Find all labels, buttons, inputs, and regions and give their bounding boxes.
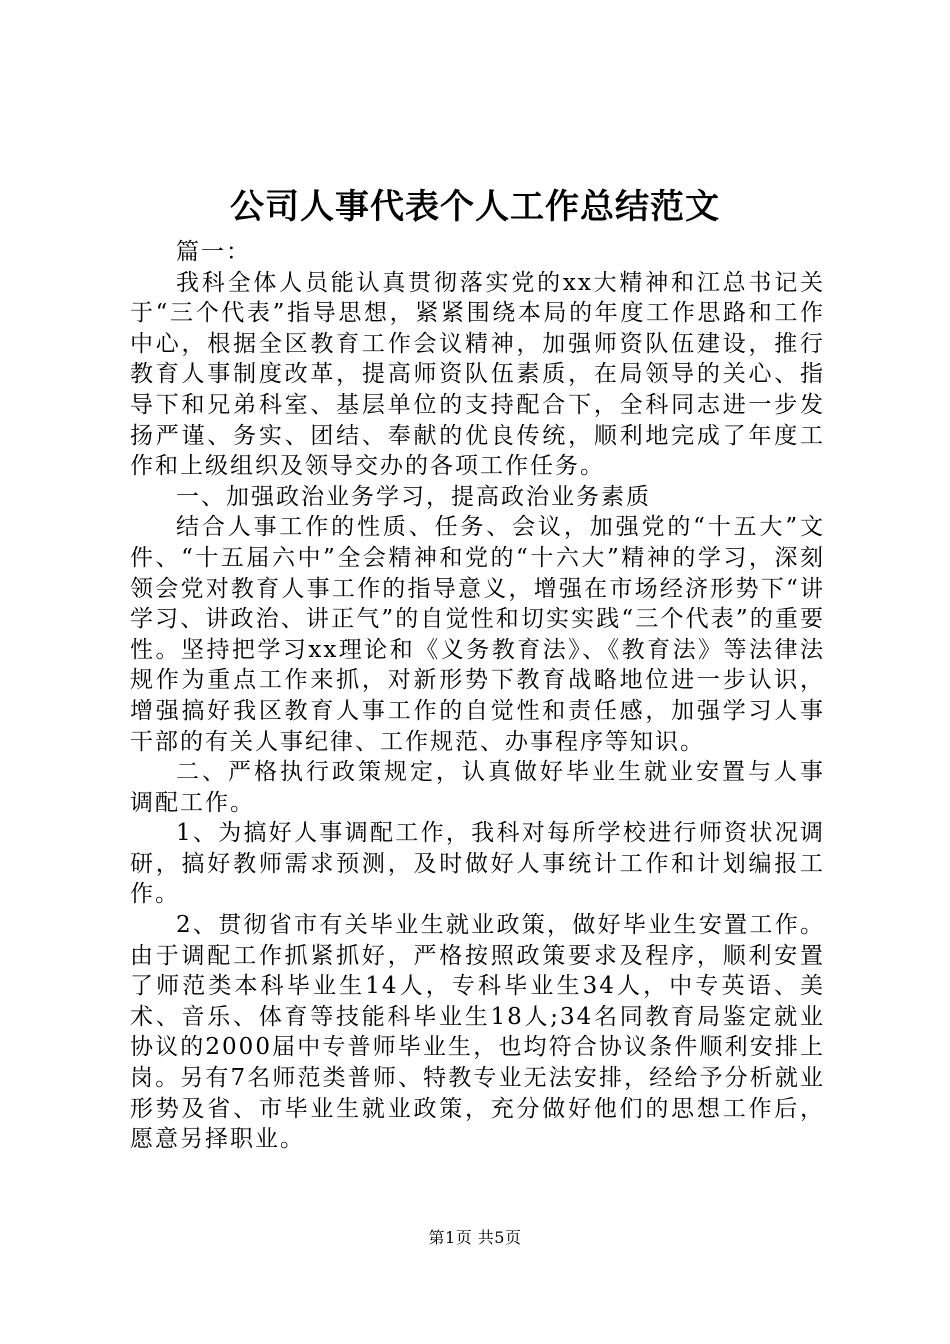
heading-section-1: 一、加强政治业务学习，提高政治业务素质: [176, 483, 651, 510]
document-title: 公司人事代表个人工作总结范文: [230, 187, 720, 227]
paragraph-section-label: 篇一：: [176, 239, 251, 265]
heading-section-2: 二、严格执行政策规定，认真做好毕业生就业安置与人事调配工作。: [130, 759, 825, 816]
paragraph-intro: 我科全体人员能认真贯彻落实党的xx大精神和江总书记关于“三个代表”指导思想，紧紧围绕本局的年度工作思路和工作中心，根据全区教育工作会议精神，加强师资队伍建设，推行教育人事制度改革，提高师资队伍素质，在局领导的关心、指导下和兄弟科室、基层单位的支持配合下，全科同志进一步发扬严谨、务实、团结、奉献的优良传统，顺利地完成了年度工作和上级组织及领导交办的各项工作任务。: [130, 269, 825, 480]
paragraph-section-1: 结合人事工作的性质、任务、会议，加强党的“十五大”文件、“十五届六中”全会精神和党的“十六大”精神的学习，深刻领会党对教育人事工作的指导意义，增强在市场经济形势下“讲学习、讲政治、讲正气”的自觉性和切实实践“三个代表”的重要性。坚持把学习xx理论和《义务教育法》、《教育法》等法律法规作为重点工作来抓，对新形势下教育战略地位进一步认识，增强搞好我区教育人事工作的自觉性和责任感，加强学习人事干部的有关人事纪律、工作规范、办事程序等知识。: [130, 514, 825, 755]
paragraph-item-2: 2、贯彻省市有关毕业生就业政策，做好毕业生安置工作。由于调配工作抓紧抓好，严格按照政策要求及程序，顺利安置了师范类本科毕业生14人，专科毕业生34人，中专英语、美术、音乐、体育等技能科毕业生18人;34名同教育局鉴定就业协议的2000届中专普师毕业生，也均符合协议条件顺利安排上岗。另有7名师范类普师、特教专业无法安排，经给予分析就业形势及省、市毕业生就业政策，充分做好他们的思想工作后，愿意另择职业。: [130, 912, 825, 1153]
paragraph-item-1: 1、为搞好人事调配工作，我科对每所学校进行师资状况调研，搞好教师需求预测，及时做好人事统计工作和计划编报工作。: [130, 820, 825, 908]
page-footer: 第1页 共5页: [428, 1228, 522, 1247]
document-body: [130, 237, 825, 1155]
